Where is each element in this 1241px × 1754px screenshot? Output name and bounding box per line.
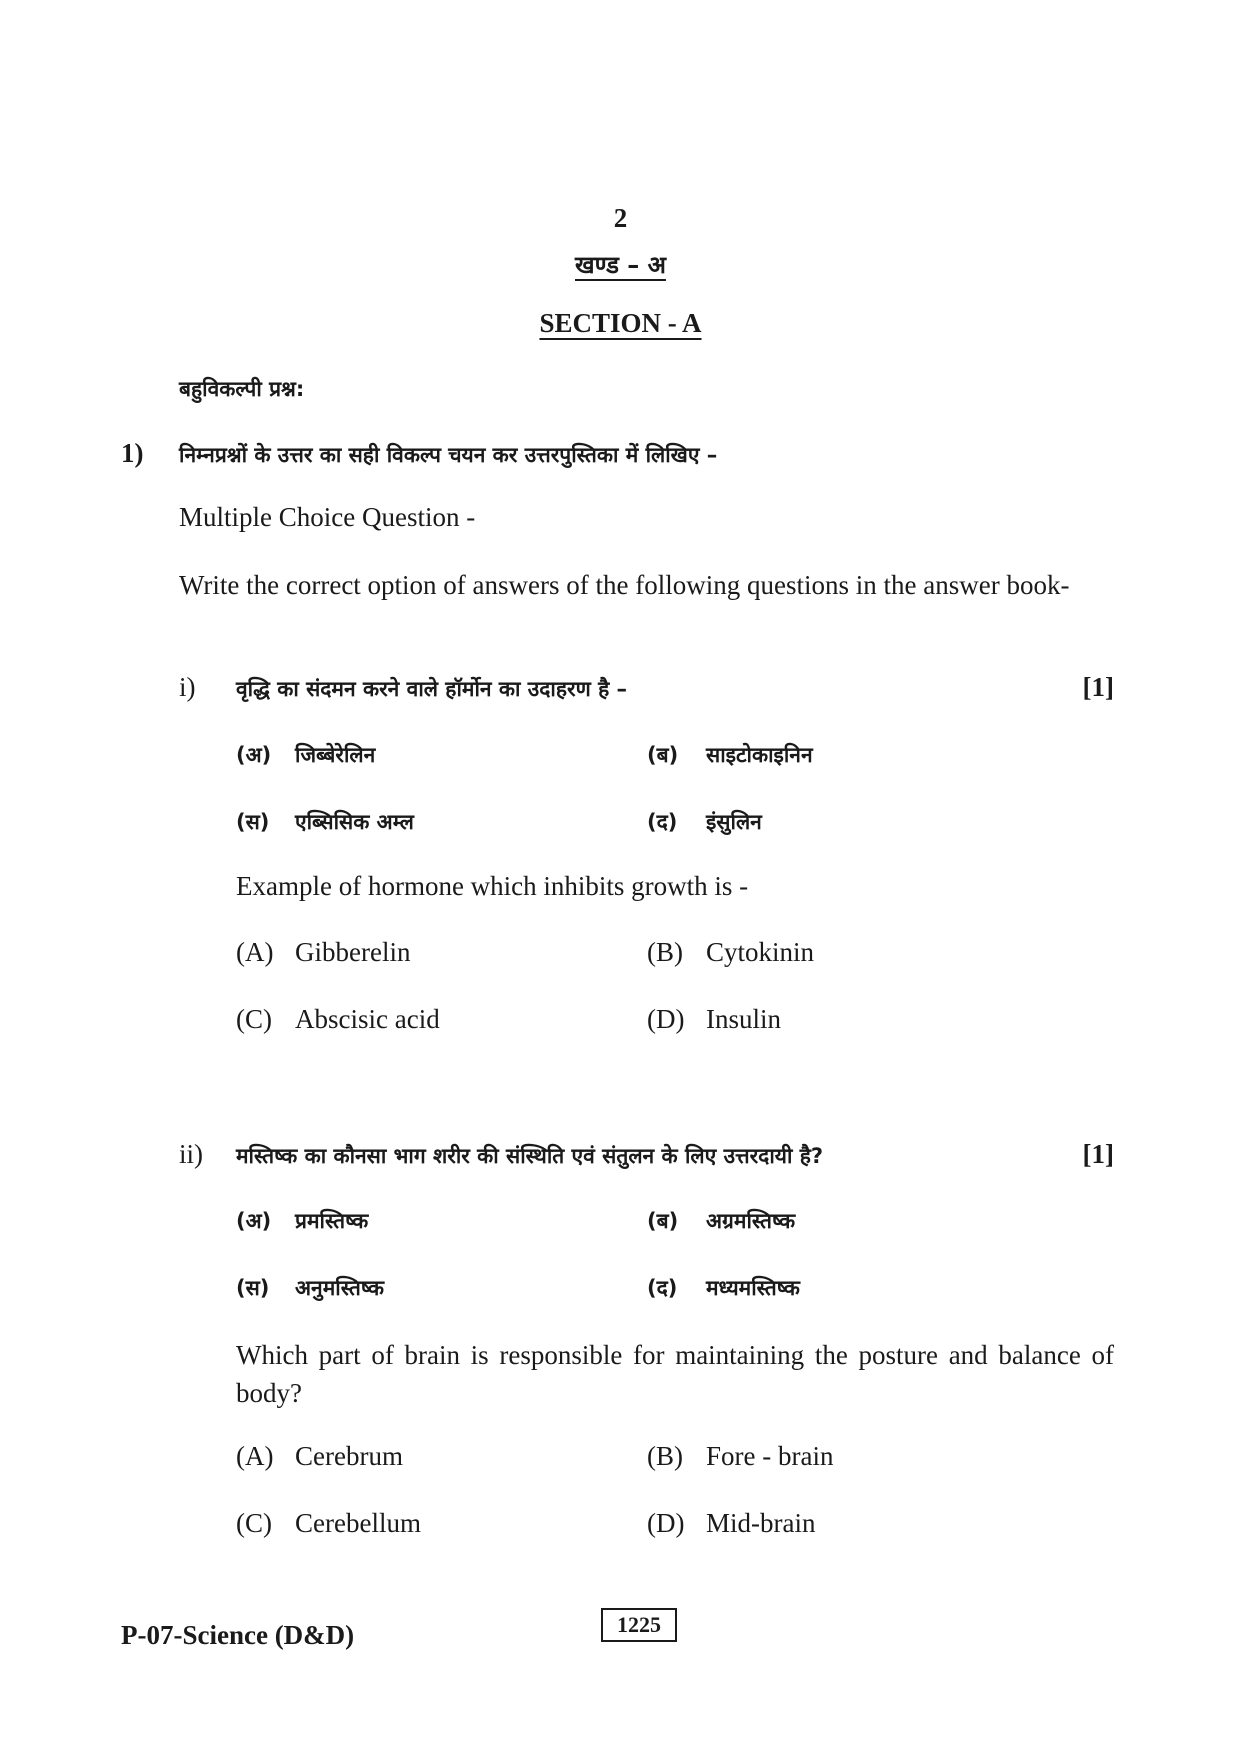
option-label: (द): [647, 1276, 678, 1300]
option-text: Insulin: [706, 1004, 782, 1034]
option-label: (ब): [647, 1209, 679, 1233]
option-text: एब्सिसिक अम्ल: [295, 810, 414, 834]
option-text: साइटोकाइनिन: [706, 743, 813, 767]
option-text: अग्रमस्तिष्क: [706, 1209, 796, 1233]
option-text: जिब्बेरेलिन: [295, 743, 376, 767]
option-label: (अ): [236, 743, 272, 767]
section-title-english-wrap: [0, 308, 1241, 339]
option-label: (C): [236, 1004, 272, 1034]
option-text: प्रमस्तिष्क: [295, 1209, 369, 1233]
option-text: मध्यमस्तिष्क: [706, 1276, 800, 1300]
sub-question-text-hindi: वृद्धि का संदमन करने वाले हॉर्मोन का उदाहरण है –: [236, 677, 628, 701]
option-label: (स): [236, 810, 270, 834]
section-title-hindi-wrap: [0, 248, 1241, 281]
option-label: (C): [236, 1508, 272, 1538]
option-label: (B): [647, 1441, 683, 1471]
section-title-english: SECTION - A: [539, 308, 702, 338]
mcq-heading-hindi: बहुविकल्पी प्रश्न:: [179, 377, 305, 401]
question-number: 1): [121, 438, 144, 468]
option-text: Cerebellum: [295, 1508, 421, 1538]
option-text: Mid-brain: [706, 1508, 816, 1538]
sub-question-number: ii): [179, 1139, 203, 1169]
paper-code: P-07-Science (D&D): [121, 1620, 355, 1650]
option-label: (B): [647, 937, 683, 967]
marks-label: [1]: [1082, 672, 1114, 702]
option-label: (A): [236, 937, 274, 967]
page-code-box: 1225: [601, 1608, 677, 1642]
sub-question-text-english: Which part of brain is responsible for maintaining the posture and balance of body?: [236, 1340, 1114, 1408]
option-text: Gibberelin: [295, 937, 411, 967]
section-title-hindi: खण्ड – अ: [575, 251, 666, 279]
question-instruction-hindi: निम्नप्रश्नों के उत्तर का सही विकल्प चयन कर उत्तरपुस्तिका में लिखिए –: [179, 443, 718, 467]
mcq-heading-english: Multiple Choice Question -: [179, 502, 476, 532]
option-label: (अ): [236, 1209, 272, 1233]
question-instruction-english: Write the correct option of answers of the following questions in the answer book-: [179, 570, 1070, 600]
option-text: Abscisic acid: [295, 1004, 440, 1034]
marks-label: [1]: [1082, 1139, 1114, 1169]
option-text: Fore - brain: [706, 1441, 834, 1471]
option-label: (स): [236, 1276, 270, 1300]
option-label: (A): [236, 1441, 274, 1471]
sub-question-text-english: Example of hormone which inhibits growth is -: [236, 871, 749, 901]
option-label: (D): [647, 1508, 685, 1538]
sub-question-text-hindi: मस्तिष्क का कौनसा भाग शरीर की संस्थिति एवं संतुलन के लिए उत्तरदायी है?: [236, 1144, 824, 1168]
sub-question-number: i): [179, 672, 196, 702]
option-text: इंसुलिन: [706, 810, 762, 834]
option-text: अनुमस्तिष्क: [295, 1276, 384, 1300]
page-number: 2: [613, 203, 628, 233]
option-label: (द): [647, 810, 678, 834]
option-text: Cerebrum: [295, 1441, 403, 1471]
option-label: (D): [647, 1004, 685, 1034]
option-text: Cytokinin: [706, 937, 815, 967]
option-label: (ब): [647, 743, 679, 767]
